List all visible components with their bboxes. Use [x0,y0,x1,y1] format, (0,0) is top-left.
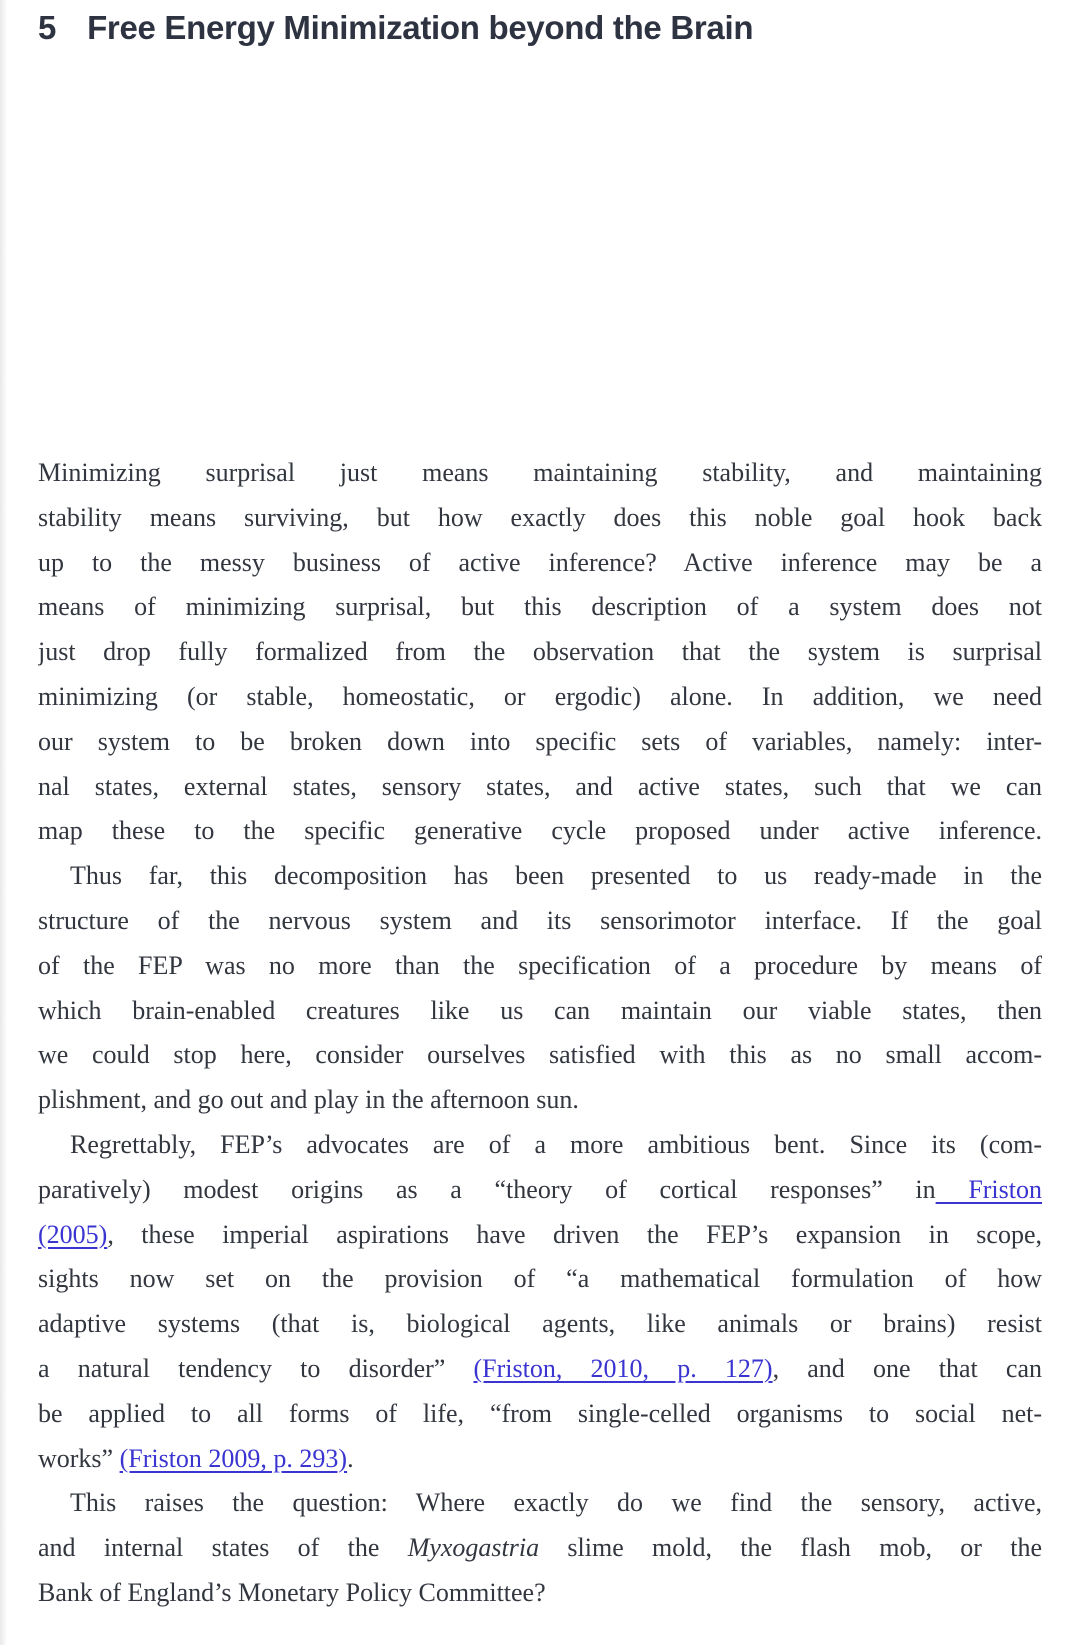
section-heading [38,8,1042,48]
text-run: sights now set on the provision of “a mathematical formulation of how [38,1264,1042,1294]
text-run: stability means surviving, but how exactly does this noble goal hook back [38,502,1042,532]
body-text [38,451,1042,1616]
paragraph [38,854,1042,1123]
text-run: paratively) modest origins as a “theory of cortical responses” in [38,1174,936,1204]
text-run: our system to be broken down into specific sets of variables, namely: inter- [38,726,1042,756]
text-run: of the FEP was no more than the specification of a procedure by means of [38,950,1042,980]
text-line [38,720,1042,765]
text-run: works” [38,1443,120,1473]
text-run: means of minimizing surprisal, but this description of a system does not [38,592,1042,622]
citation-link[interactable]: (Friston, 2010, p. 127) [473,1353,773,1383]
text-line [38,1123,1042,1168]
page-edge [0,0,7,1645]
citation-link[interactable]: (2005) [38,1219,108,1249]
text-line [38,809,1042,854]
text-line [38,1168,1042,1213]
text-run: slime mold, the flash mob, or the [539,1533,1042,1563]
text-run: , these imperial aspirations have driven the FEP’s expansion in scope, [107,1219,1042,1249]
text-run: up to the messy business of active inference? Active inference may be a [38,547,1042,577]
text-run: and internal states of the [38,1533,408,1563]
text-line [38,765,1042,810]
section-title: Free Energy Minimization beyond the Brain [87,9,754,46]
text-run: adaptive systems (that is, biological agents, like animals or brains) resist [38,1309,1042,1339]
text-line [38,1437,1042,1482]
text-line [38,585,1042,630]
paragraph [38,1481,1042,1615]
text-line [38,854,1042,899]
citation-link[interactable]: (Friston 2009, p. 293) [119,1443,348,1473]
text-run: nal states, external states, sensory states, and active states, such that we can [38,771,1042,801]
text-line [38,541,1042,586]
citation-link[interactable]: Friston [935,1174,1042,1204]
italic-term: Myxogastria [407,1533,540,1563]
text-run: This raises the question: Where exactly do we find the sensory, active, [70,1488,1042,1518]
text-run: Thus far, this decomposition has been presented to us ready-made in the [70,861,1042,891]
text-line [38,1347,1042,1392]
text-line [38,451,1042,496]
text-run: structure of the nervous system and its sensorimotor interface. If the goal [38,905,1042,935]
text-line [38,1078,1042,1123]
text-run: map these to the specific generative cycle proposed under active inference. [38,816,1042,846]
text-line [38,675,1042,720]
text-line [38,1392,1042,1437]
text-run: Minimizing surprisal just means maintaining stability, and maintaining [38,458,1042,487]
text-line [38,1481,1042,1526]
text-run: Regrettably, FEP’s advocates are of a more ambitious bent. Since its (com- [70,1129,1042,1159]
text-run: Bank of England’s Monetary Policy Committee? [38,1577,546,1607]
section-number: 5 [38,9,57,46]
paragraph [38,1123,1042,1481]
text-run: plishment, and go out and play in the afternoon sun. [38,1085,579,1115]
text-line [38,1213,1042,1258]
text-run: . [347,1443,354,1473]
text-line [38,899,1042,944]
text-line [38,630,1042,675]
text-line [38,1571,1042,1616]
text-run: just drop fully formalized from the observation that the system is surprisal [38,637,1042,667]
page-content [38,0,1042,1616]
text-run: minimizing (or stable, homeostatic, or ergodic) alone. In addition, we need [38,681,1042,711]
text-run: which brain-enabled creatures like us can maintain our viable states, then [38,995,1042,1025]
text-line [38,989,1042,1034]
text-run: we could stop here, consider ourselves satisfied with this as no small accom- [38,1040,1042,1070]
text-line [38,1302,1042,1347]
text-line [38,1526,1042,1571]
text-line [38,1257,1042,1302]
text-run: be applied to all forms of life, “from single-celled organisms to social net- [38,1398,1042,1428]
text-run: , and one that can [772,1353,1042,1383]
paragraph [38,451,1042,854]
text-line [38,496,1042,541]
text-line [38,944,1042,989]
text-line [38,1033,1042,1078]
text-run: a natural tendency to disorder” [38,1353,474,1383]
